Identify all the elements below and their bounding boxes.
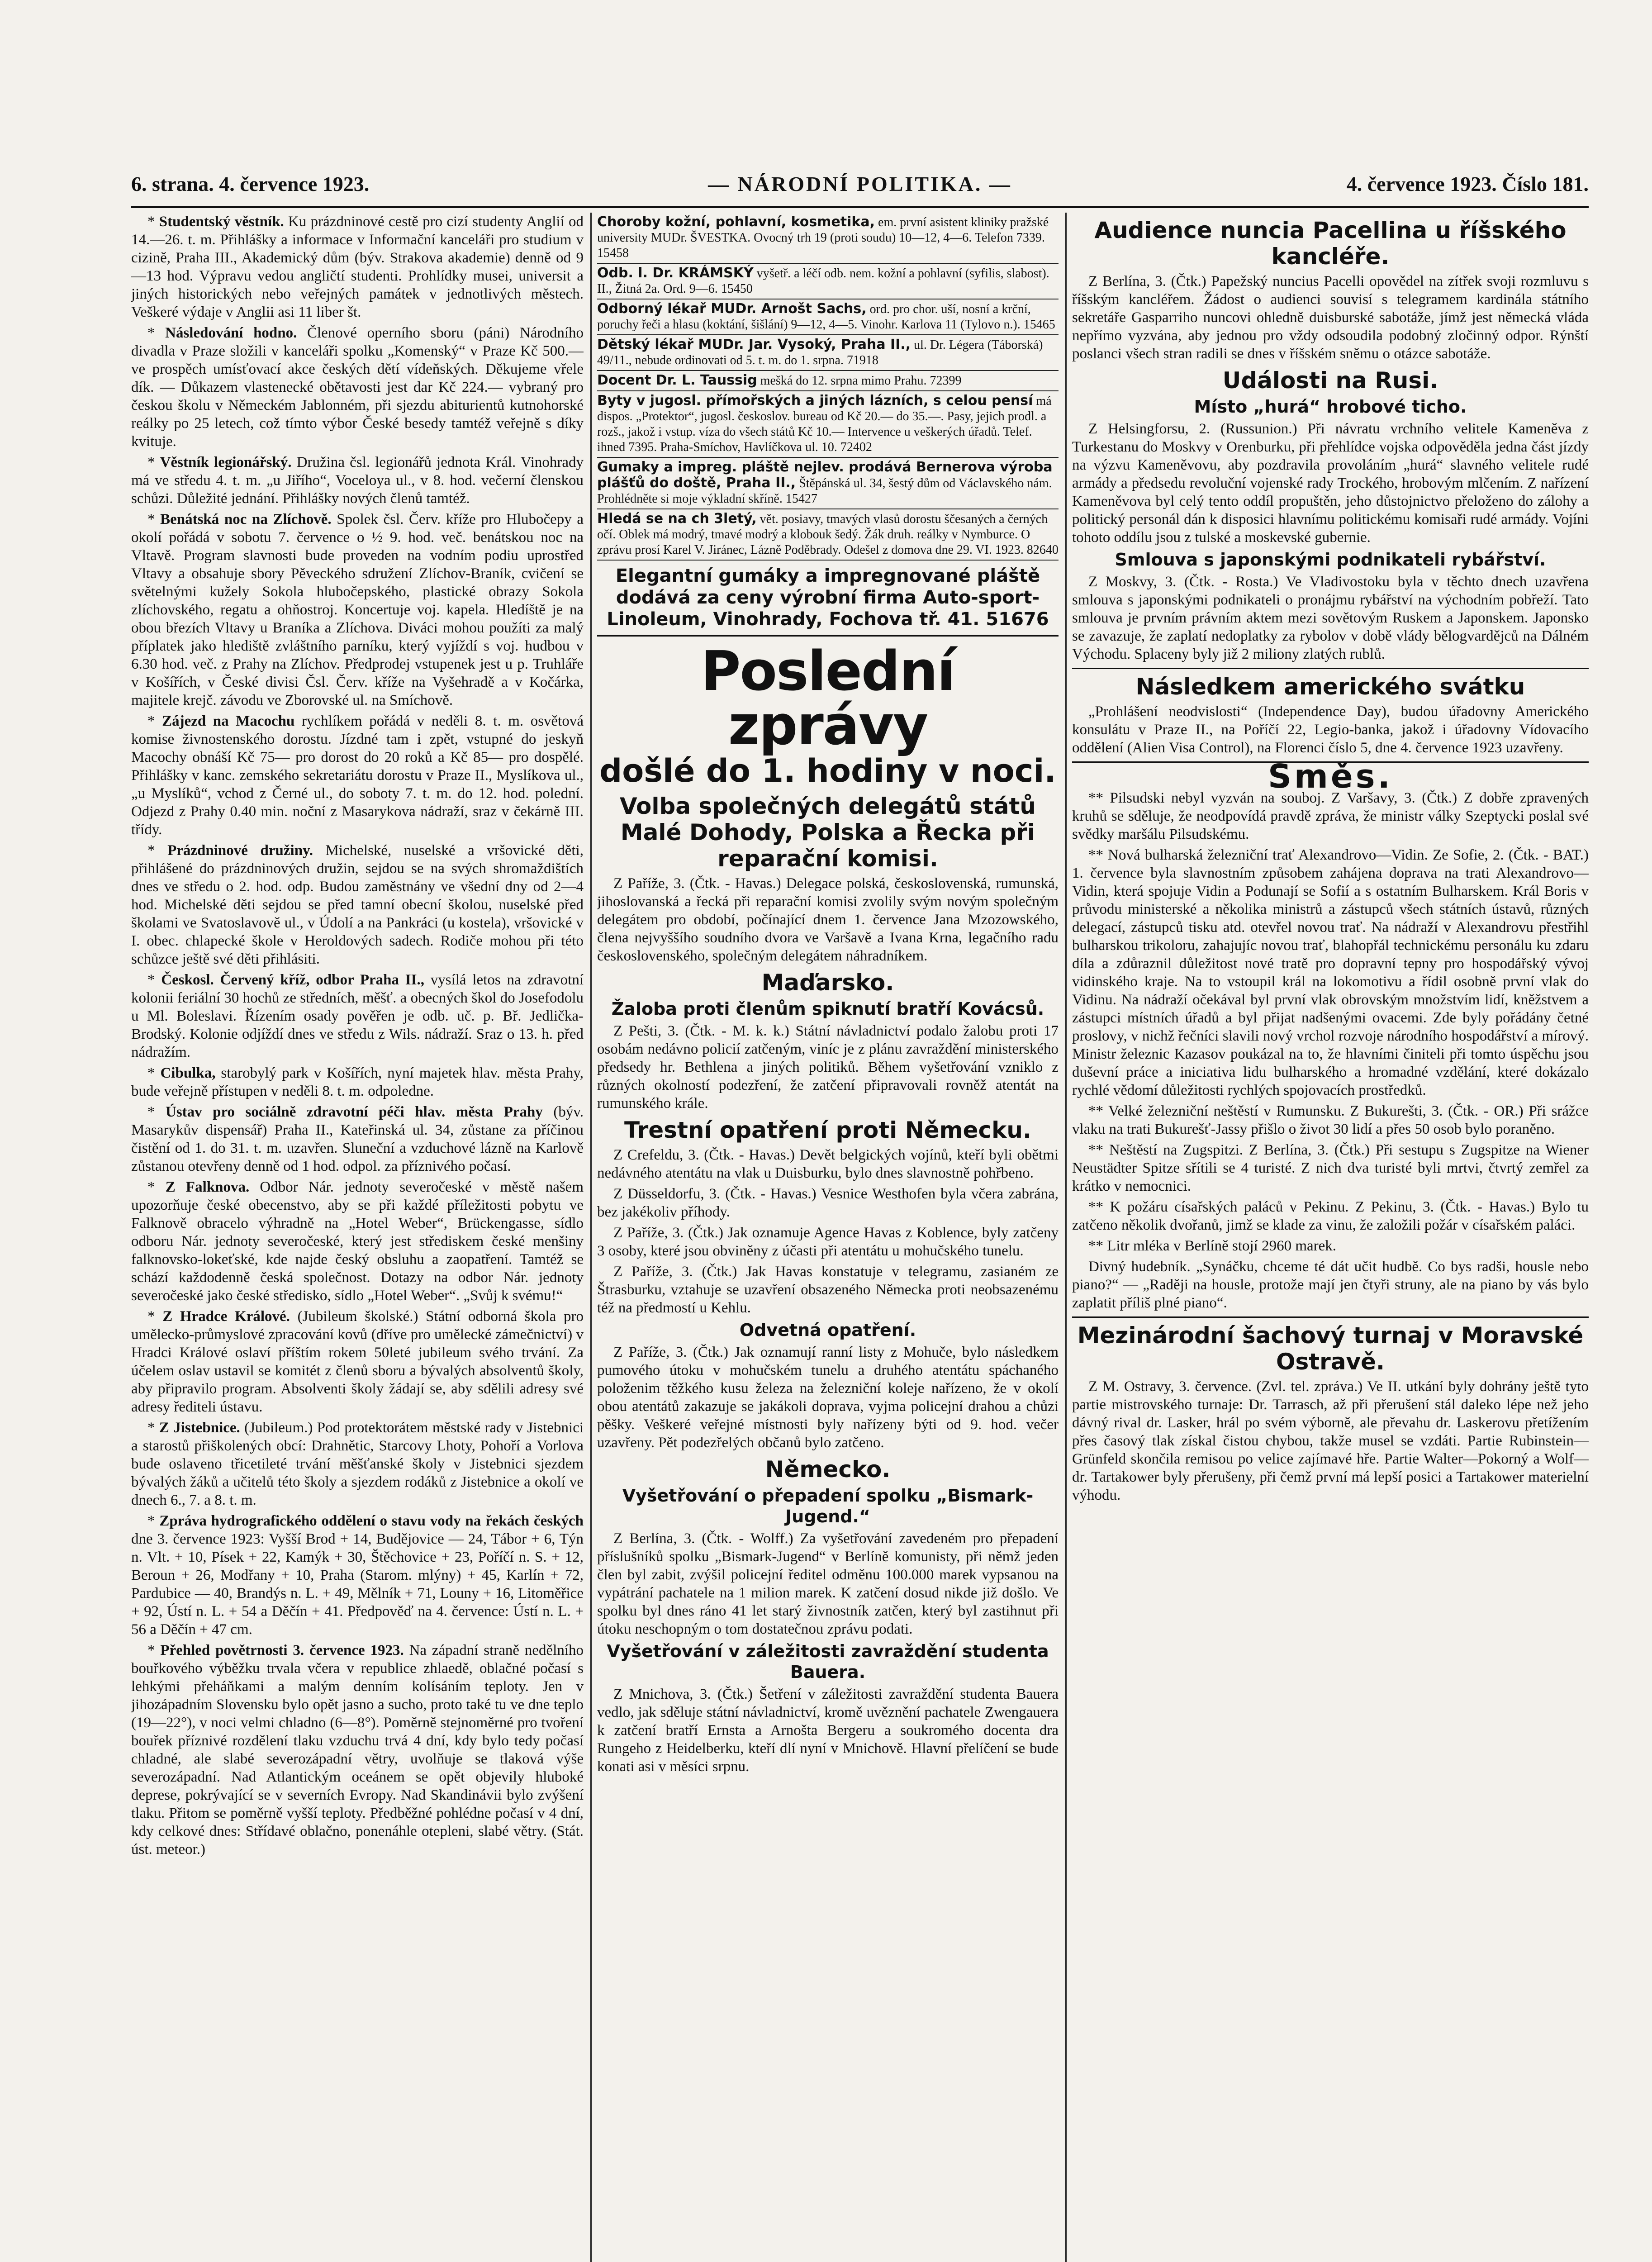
news-item-lead: Zájezd na Macochu <box>162 713 295 729</box>
news-item-lead: Následování hodno. <box>165 325 297 341</box>
ad-text: ul. Dr. Légera (Táborská) 49/11., nebude ordinovati od 5. t. m. do 1. srpna. 71918 <box>597 338 1043 367</box>
news-item: * Cibulka, starobylý park v Košířích, nyní majetek hlav. města Prahy, bude veřejně přístupen v neděli 8. t. m. odpoledne. <box>131 1065 584 1099</box>
classified-ad <box>597 213 1059 264</box>
article-heading: Vyšetřování v záležitosti zavraždění studenta Bauera. <box>607 1641 1049 1682</box>
news-item-text: dne 3. července 1923: Vyšší Brod + 14, Budějovice — 24, Tábor + 6, Týn n. Vlt. + 10, Písek + 22, Kamýk + 30, Štěchovice + 23, Poříčí n. S. + 12, Beroun + 26, Modřany + 10, Praha (Starom. mlýny) + 45, Karlín + 72, Pardubice — 40, Brandýs n. L. + 49, Mělník + 71, Louny + 16, Litoměřice + 92, Ústí n. L. + 54 a Děčín + 41. Předpověď na 4. července: Ústí n. L. + 56 a Děčín + 47 cm. <box>131 1531 584 1638</box>
article-heading: Mezinárodní šachový turnaj v Moravské Ostravě. <box>1077 1322 1584 1375</box>
news-item-lead: Českosl. Červený kříž, odbor Praha II., <box>161 972 424 988</box>
article-heading: Vyšetřování o přepadení spolku „Bismark-Jugend.“ <box>622 1486 1034 1526</box>
article-heading: Události na Rusi. <box>1222 367 1438 394</box>
news-item-text: Odbor Nár. jednoty severočeské v městě našem upozorňuje české obecenstvo, aby se při každé příležitosti pobytu ve Falknově obracelo výhradně na „Hotel Weber“, Brückengasse, sídlo odboru Nár. jednoty severočeské, který jest střediskem české menšiny falknovsko-lokeťské, kde najde český obsluhu a zaopatření. Tamtéž se schází každodenně česká společnost. Dotazy na odbor Nár. jednoty severočeské jako české středisko, sídlo „Hotel Weber“. „Svůj k svému!“ <box>131 1179 584 1304</box>
news-item: Divný hudebník. „Synáčku, chceme té dát učit hudbě. Co bys radši, housle nebo piano?“ — „Raději na housle, protože mají jen čtyři struny, ale na piano by vás bylo zaplatit příliš plné piano“. <box>1072 1259 1589 1311</box>
news-item: * Z Hradce Králové. (Jubileum školské.) Státní odborná škola pro umělecko-průmyslové zpracování kovů (dříve pro umělecké zámečnictví) v Hradci Králové oslaví příštím rokem 50leté jubileum svého trvání. Za účelem oslav ustavil se komitét z členů sboru a bývalých absolventů školy, aby připravilo program. Absolventi školy žádají se, aby sdělili adresy své adresy řediteli ústavu. <box>131 1308 584 1415</box>
column-divider <box>590 213 592 2262</box>
news-item-text: Ku prázdninové cestě pro cizí studenty Anglií od 14.—26. t. m. Přihlášky a informace v Informační kanceláři pro studium v cizině, Praha III., Akademický dům (býv. Strakova akademie) denně od 9—13 hod. Výpravu vedou angličtí studenti. Prohlídky musei, universit a jiných historických nebo veřejných památek v jednotlivých městech. Veškeré výdaje v Anglii asi 11 liber št. <box>131 214 584 320</box>
news-item-lead: Zpráva hydrografického oddělení o stavu vody na řekách českých <box>159 1513 584 1529</box>
column-1 <box>131 213 584 2262</box>
gumaky-advertisement: Elegantní gumáky a impregnované pláště dodává za ceny výrobní firma Auto-sport-Linoleum, Vinohrady, Fochova tř. 41. 51676 <box>597 561 1059 637</box>
classified-ad <box>597 371 1059 391</box>
article-text: Z Berlína, 3. (Čtk.) Papežský nuncius Pacelli opovědel na zítřek svoji rozmluvu s říšským kancléřem. Žádost o audienci souvisí s telegramem kardinála státního sekretáře Gasparriho nuncovi ohledně duisburské sabotáže, jímž jest německá vláda nepřímo vyzvána, aby jednou pro vždy odsoudila podobný zločinný odpor. Rýnští poslanci všech stran radili se dnes v říšském sněmu o otázce sabotáže. <box>1072 273 1589 362</box>
article-text: Z Paříže, 3. (Čtk.) Jak oznamuje Agence Havas z Koblence, byly zatčeny 3 osoby, které jsou obviněny z účasti při atentátu u mohučského tunelu. <box>597 1225 1059 1259</box>
classified-ad <box>597 335 1059 371</box>
news-item-lead: Benátská noc na Zlíchově. <box>160 511 332 527</box>
country-heading: Německo. <box>765 1456 891 1483</box>
classified-ads <box>597 213 1059 561</box>
news-item: ** Velké železniční neštěstí v Rumunsku. Z Bukurešti, 3. (Čtk. - OR.) Při srážce vlaku na trati Bukurešť-Jassy přišlo o život 30 lidí a přes 50 osob bylo poraněno. <box>1072 1103 1589 1137</box>
news-item: ** Neštěstí na Zugspitzi. Z Berlína, 3. (Čtk.) Při sestupu s Zugspitze na Wiener Neustädter Spitze sřítili se 4 turisté. Z nich dva turisté byli mrtvi, čtvrtý zemřel za krátko v nemocnici. <box>1072 1142 1589 1194</box>
header-rule <box>131 206 1589 208</box>
article-text: Z Helsingforsu, 2. (Russunion.) Při návratu vrchního velitele Kameněva z Turkestanu do Moskvy v Orenburku, při přehlídce vojska odpověděla jedna část jízdy na výzvu Kameněvovu, aby pozdravila provoláním „hurá“ slavného velitele rudé armády a předsedu revoluční vojenské rady Trockého, hrobovým mlčením. Z nařízení Kameněvova byl celý tento oddíl propuštěn, jeho důstojnictvo přeloženo do zálohy a politický personál dán k disposici hlavnímu politickému komisaři rudé armády. Vojíni tohoto oddílu jsou z tulské a moskevské gubernie. <box>1072 421 1589 546</box>
classified-ad <box>597 299 1059 335</box>
article-text: Z Paříže, 3. (Čtk.) Jak Havas konstatuje v telegramu, zasianém ze Štrasburku, vztahuje se uzavření obsazeného Německa proti neobsazenému též na předmostí u Kehlu. <box>597 1264 1059 1316</box>
column-3 <box>1072 213 1589 2262</box>
ad-text: vět. posiavy, tmavých vlasů dorostu ščesaných a černých očí. Oblek má modrý, tmavé modrý a klobouk šedý. Žák druh. reálky v Nymburce. O zprávu prosí Karel V. Jiránec, Lázně Poděbrady. Odešel z domova dne 29. VI. 1923. 82640 <box>597 512 1059 557</box>
ad-text: Štěpánská ul. 34, šestý dům od Václavského nám. Prohlédněte si moje výkladní skříně. 15427 <box>597 476 1052 506</box>
article-heading: Žaloba proti členům spiknutí bratří Kovácsů. <box>611 999 1044 1019</box>
ad-headline: Docent Dr. L. Taussig <box>597 372 757 388</box>
article-heading: Volba společných delegátů států Malé Dohody, Polska a Řecka při reparační komisi. <box>620 793 1036 872</box>
news-item-text: Michelské, nuselské a vršovické děti, přihlášené do prázdninových družin, sejdou se na svých shromaždištích dnes ve středu o 2. hod. odp. Budou zaměstnány ve všední dny od 2—4 hod. Michelské děti sejdou se před tamní obecní školou, nuselské před školami ve Svatoslavově ul., v Údolí a na Pankráci (u kostela), vršovické v I. obec. chlapecké škole v Heroldových sadech. Rodiče mohou při této schůzce ještě své děti přihlásiti. <box>131 842 584 967</box>
news-item: * Z Falknova. Odbor Nár. jednoty severočeské v městě našem upozorňuje české obecenstvo, aby se při každé příležitosti pobytu ve Falknově obracelo výhradně na „Hotel Weber“, Brückengasse, sídlo odboru Nár. jednoty severočeské, který jest střediskem české menšiny falknovsko-lokeťské, kde najde český obsluhu a zaopatření. Tamtéž se schází každodenně česká společnost. Dotazy na odbor Nár. jednoty severočeské jako české středisko, sídlo „Hotel Weber“. „Svůj k svému!“ <box>131 1179 584 1304</box>
news-item-lead: Cibulka, <box>160 1065 216 1081</box>
country-heading: Maďarsko. <box>761 969 894 996</box>
news-item: * Studentský věstník. Ku prázdninové cestě pro cizí studenty Anglií od 14.—26. t. m. Přihlášky a informace v Informační kanceláři pro studium v cizině, Praha III., Akademický dům (býv. Strakova akademie) denně od 9—13 hod. Výpravu vedou angličtí studenti. Prohlídky musei, universit a jiných historických nebo veřejných památek v jednotlivých městech. Veškeré výdaje v Anglii asi 11 liber št. <box>131 214 584 320</box>
news-item-text: (Jubileum.) Pod protektorátem městské rady v Jistebnici a starostů přiškolených obcí: Drahnětic, Starcovy Lhoty, Pohoří a Vorlova bude oslaveno třicetileté trvání měšťanské školy v Jistebnici sjezdem bývalých žáků a učitelů této školy a sjezdem rodáků z Jistebnice a okolí ve dnech 6., 7. a 8. t. m. <box>131 1420 584 1508</box>
news-item-text: (býv. Masarykův dispensář) Praha II., Kateřinská ul. 34, zůstane za příčinou čistění od 1. do 31. t. m. uzavřen. Sluneční a vzduchové lázně na Karlově zůstanou otevřeny denně od 1 hod. odpol. za příznivého počasí. <box>131 1104 584 1174</box>
article-heading: Následkem amerického svátku <box>1135 674 1525 700</box>
news-item-text: rychlíkem pořádá v neděli 8. t. m. osvětová komise živnostenského dorostu. Jízdné tam i zpět, vstupné do jeskyň Macochy obnáší Kč 75— pro dorost do 20 roků a Kč 85— pro dospělé. Přihlášky v kanc. zemského sekretariátu dorostu v Praze II., Myslíkova ul., „u Myslíků“, vchod z Černé ul., do soboty 7. t. m. do 12. hod. polední. Odjezd z Prahy 0.40 min. noční z Masarykova nádraží, sraz v čekárně III. třídy. <box>131 713 584 838</box>
column-2 <box>597 213 1059 2262</box>
article-text: Z Düsseldorfu, 3. (Čtk. - Havas.) Vesnice Westhofen byla včera zabrána, bez jakékoliv příhody. <box>597 1186 1059 1220</box>
smes-heading: Směs. <box>1268 757 1393 795</box>
classified-ad <box>597 264 1059 299</box>
page-header <box>131 172 1589 204</box>
news-item: * Ústav pro sociálně zdravotní péči hlav. města Prahy (býv. Masarykův dispensář) Praha II., Kateřinská ul. 34, zůstane za příčinou čistění od 1. do 31. t. m. uzavřen. Sluneční a vzduchové lázně na Karlově zůstanou otevřeny denně od 1 hod. odpol. za příznivého počasí. <box>131 1104 584 1174</box>
article-text: Z M. Ostravy, 3. července. (Zvl. tel. zpráva.) Ve II. utkání byly dohrány ještě tyto partie mistrovského turnaje: Dr. Tarrasch, až při přerušení stál daleko lépe než jeho dávný rival dr. Lasker, hrál po svém výborně, ale převahu dr. Laskerovu přetížením přes časový tlak získal čistou chybou, takže musel se vzdáti. Partie Rubinstein—Grünfeld skončila remisou po velice zajímavé hře. Partie Walter—Pokorný a Wolf—dr. Tartakower byly přerušeny, při čemž první má lepší posici a Tartakower materielní výhodu. <box>1072 1378 1589 1503</box>
article-subheading: Místo „hurá“ hrobové ticho. <box>1194 397 1467 417</box>
news-item-text: (Jubileum školské.) Státní odborná škola pro umělecko-průmyslové zpracování kovů (dříve pro umělecké zámečnictví) v Hradci Králové oslaví příštím rokem 50leté jubileum svého trvání. Za účelem oslav ustavil se komitét z členů sboru a bývalých absolventů školy, aby připravilo program. Absolventi školy žádají se, aby sdělili adresy své adresy řediteli ústavu. <box>131 1308 584 1415</box>
column-divider <box>1065 213 1067 2262</box>
ad-text: vyšetř. a léčí odb. nem. kožní a pohlavní (syfilis, slabost). II., Žitná 2a. Ord. 9—6. 15450 <box>597 266 1049 296</box>
news-item: * Zpráva hydrografického oddělení o stavu vody na řekách českých dne 3. července 1923: Vyšší Brod + 14, Budějovice — 24, Tábor + 6, Týn n. Vlt. + 10, Písek + 22, Kamýk + 30, Štěchovice + 23, Poříčí n. S. + 12, Beroun + 26, Modřany + 10, Praha (Starom. mlýny) + 45, Karlín + 72, Pardubice — 40, Brandýs n. L. + 49, Mělník + 71, Louny + 16, Litoměřice + 92, Ústí n. L. + 54 a Děčín + 41. Předpověď na 4. července: Ústí n. L. + 56 a Děčín + 47 cm. <box>131 1513 584 1638</box>
divider <box>1072 668 1589 669</box>
article-text: Z Paříže, 3. (Čtk. - Havas.) Delegace polská, československá, rumunská, jihoslovanská a řecká při reparační komisi zvolily svým novým společným delegátem pro období, počínající dnem 1. července Jana Mzozowského, člena nejvyššího soudního dvora ve Varšavě a Ivana Krna, legačního radu československého, společným delegátem náhradníkem. <box>597 875 1059 964</box>
news-item-lead: Přehled povětrnosti 3. července 1923. <box>160 1642 404 1658</box>
header-right: 4. července 1923. Číslo 181. <box>1346 172 1589 195</box>
news-item: ** Nová bulharská železniční trať Alexandrovo—Vidin. Ze Sofie, 2. (Čtk. - BAT.) 1. července byla slavnostním způsobem zahájena doprava na trati Alexandrovo—Vidin, která spojuje Vidin a Podunají se Sofií a s ostatním Bulharskem. Král Boris v průvodu ministerské a několika ministrů a zástupců všech státních ústavů, různých delegací, zástupců tisku atd. otevřel novou trať. Na nádraží v Alexandrovu přestřihl bulharskou trikoloru, zahajujíc novou trať, blahopřál technickému personálu ku zdaru díla a zdůraznil důležitost nové tratě pro dopravní tepny pro hospodářský vývoj vidinského kraje. Na to vstoupil král na lokomotivu a řídil osobně první vlak do Vidinu. Na nádraží očekával byl první vlak obrovským množstvím lidí, kněžstvem a zástupci místních úřadů a byl přijat nadšenými ovacemi. Zde byly pořádány četné proslovy, v nichž řečníci slavili nový vrchol rozvoje národního hospodářství a mírový. Ministr železnic Kazasov poukázal na to, že hlavními činiteli při tomto úspěchu jsou duševní práce a iniciativa lidu bulharského a hromadné vzdělání, které dokázalo rychlé vědomí důležitosti rychlých spojovacích prostředků. <box>1072 847 1589 1098</box>
masthead: — NÁRODNÍ POLITIKA. — <box>708 172 1012 195</box>
news-item-text: Na západní straně nedělního bouřkového výběžku trvala včera v republice zhlaedě, oblačné počasí s lehkými přeháňkami a malým denním kolísáním teploty. Jen v jihozápadním Slovensku bylo opět jasno a sucho, proto také tu ve dne teplo (19—22°), v noci velmi chladno (6—8°). Poměrně stejnoměrné pro tvoření bouřek příznivé rozdělení tlaku vzduchu trvá 4 dní, kdy bylo tedy počasí chladné, ale slabé severozápadní větry, uvolňuje se tlaková výše severozápadní. Nad Atlantickým oceánem se opět objevily hluboké deprese, pokrývající se v severních Evropy. Nad Skandinávii bylo zvýšení tlaku. Přitom se poměrně vyšší teploty. Předběžné pohlédne počasí v 4 dní, kdy celkové dnes: Střídavé oblačno, ponenáhle otepleni, slabé větry. (Stát. úst. meteor.) <box>131 1642 584 1858</box>
news-item: * Benátská noc na Zlíchově. Spolek čsl. Červ. kříže pro Hlubočepy a okolí pořádá v sobotu 7. července o ½ 9. hod. več. benátskou noc na Vltavě. Program slavnosti bude proveden na vodním podiu uprostřed Vltavy a obsahuje sbory Pěveckého sdružení Zlíchov-Braník, cvičení se světelnými kužely Sokola hlubočepského, plastické obrazy Sokola zlíchovského, regatu a ohňostroj. Koncertuje voj. kapela. Hledíště je na obou březích Vltavy u Braníka a Zlíchova. Diváci mohou použíti za malý příplatek jako hlediště zvláštního parníku, který vyjíždí s voj. hudbou v 6.30 hod. več. z Prahy na Zlíchov. Předprodej vstupenek jest u p. Truhláře v Košířích, v České divisi Čsl. Červ. kříže na Vyšehradě a v Kočárka, majitele krejč. závodu ve Zborovské ul. na Smíchově. <box>131 511 584 708</box>
news-item: * Z Jistebnice. (Jubileum.) Pod protektorátem městské rady v Jistebnici a starostů přiškolených obcí: Drahnětic, Starcovy Lhoty, Pohoří a Vorlova bude oslaveno třicetileté trvání měšťanské školy v Jistebnici sjezdem bývalých žáků a učitelů této školy a sjezdem rodáků z Jistebnice a okolí ve dnech 6., 7. a 8. t. m. <box>131 1420 584 1508</box>
section-subtitle: došlé do 1. hodiny v noci. <box>599 752 1056 789</box>
classified-ad <box>597 391 1059 458</box>
news-item-lead: Z Falknova. <box>165 1179 250 1195</box>
ad-headline: Dětský lékař MUDr. Jar. Vysoký, Praha II., <box>597 337 911 352</box>
article-text: Z Paříže, 3. (Čtk.) Jak oznamují ranní listy z Mohuče, bylo následkem pumového útoku v mohučském tunelu a druhého atentátu spáchaného položenim těžkého kusu železa na železniční koleje nařízeno, že v okolí obou atentátů zakazuje se jakákoli doprava, vyjma policejní drahou a chůzi pěšky. Veškeré veřejné místnosti byly nařízeny býti od 9. hod. večer uzavřeny. Pět podezřelých občanů bylo zatčeno. <box>597 1344 1059 1451</box>
news-item-text: starobylý park v Košířích, nyní majetek hlav. města Prahy, bude veřejně přístupen v neděli 8. t. m. odpoledne. <box>131 1065 584 1099</box>
article-heading: Trestní opatření proti Německu. <box>624 1117 1031 1143</box>
news-item-lead: Věstník legionářský. <box>160 454 292 470</box>
article-text: Z Moskvy, 3. (Čtk. - Rosta.) Ve Vladivostoku byla v těchto dnech uzavřena smlouva s japonskými podnikateli o pronájmu rybářství na východním pobřeží. Tato smlouva je prvním právním aktem mezi sovětovým Ruskem a Japonskem. Japonsko se zavazuje, že zaplatí nedoplatky za rybolov v době vlády bělogvardějců na Dálném Východu. Splaceny byly již 2 miliony zlatých rublů. <box>1072 574 1589 662</box>
news-item-text: Družina čsl. legionářů jednota Král. Vinohrady má ve středu 4. t. m. „u Jiřího“, Voceloya ul., v 8. hod. večerní členskou schůzi. Důležité jednání. Přihlášky nových členů tamtéž. <box>131 454 584 507</box>
article-text: Z Mnichova, 3. (Čtk.) Šetření v záležitosti zavraždění studenta Bauera vedlo, jak sděluje státní návladnictví, kromě uvěznění pachatele Zwengauera k zatčení bratří Ernsta a Arnošta Bergeru a soukromého docenta dra Rungeho z Heidelberku, kteří dlí nyní v Mnichově. Hlavní přelíčení se bude konati asi v měsíci srpnu. <box>597 1686 1059 1775</box>
article-heading: Smlouva s japonskými podnikateli rybářství. <box>1115 550 1546 570</box>
article-text: Z Pešti, 3. (Čtk. - M. k. k.) Státní návladnictví podalo žalobu proti 17 osobám nedávno policií zatčeným, viníc je z plánu zavraždění ministerského předsedy hr. Bethlena a jiných politiků. Během vyšetřování vzniklo z různých okolností podezření, že zatčení připravovali rovněž atentát na rumunského krále. <box>597 1023 1059 1112</box>
section-title: Poslední zprávy <box>701 640 955 757</box>
news-item-lead: Prázdninové družiny. <box>167 842 313 859</box>
news-item: ** Litr mléka v Berlíně stojí 2960 marek. <box>1088 1238 1337 1254</box>
news-item: * Věstník legionářský. Družina čsl. legionářů jednota Král. Vinohrady má ve středu 4. t. m. „u Jiřího“, Voceloya ul., v 8. hod. večerní členskou schůzi. Důležité jednání. Přihlášky nových členů tamtéž. <box>131 454 584 507</box>
ad-headline: Choroby kožní, pohlavní, kosmetika, <box>597 214 875 230</box>
ad-headline: Odb. l. Dr. KRÁMSKÝ <box>597 265 754 281</box>
ad-headline: Byty v jugosl. přímořských a jiných lázních, s celou pensí <box>597 393 1033 409</box>
article-heading: Audience nuncia Pacellina u říšského kancléře. <box>1094 217 1567 270</box>
article-text: Z Berlína, 3. (Čtk. - Wolff.) Za vyšetřování zavedeném pro přepadení příslušníků spolku „Bismark-Jugend“ v Berlíně komunisty, při němž jeden člen byl zabit, zvýšil policejní ředitel odměnu 100.000 marek vypsanou na vypátrání pachatele na 1 milion marek. K zatčení dosud nikde již došlo. Ve spolku byl dnes ráno 41 let starý živnostník zatčen, který byl zastihnut při útoku neschopným o tom dostatečnou zprávu podati. <box>597 1530 1059 1637</box>
news-item-lead: Z Jistebnice. <box>159 1420 240 1436</box>
news-item: ** K požáru císařských paláců v Pekinu. Z Pekinu, 3. (Čtk. - Havas.) Bylo tu zatčeno několik dvořanů, jimž se klade za vinu, že založili požár v císařském paláci. <box>1072 1199 1589 1233</box>
news-item: * Českosl. Červený kříž, odbor Praha II., vysílá letos na zdravotní kolonii feriální 30 hochů ze středních, měšť. a obecných škol do Josefodolu u Ml. Boleslavi. Řízením osady pověřen je odb. uč. p. Bř. Jedlička-Brodský. Kolonie odjíždí dnes ve středu z Wils. nádraží. Sraz o 13. h. před nádražím. <box>131 972 584 1060</box>
news-item: * Následování hodno. Členové operního sboru (páni) Národního divadla v Praze složili v kanceláři spolku „Komenský“ v Praze Kč 500.— ve prospěch umísťovací akce českých dětí vídeňských. Děkujeme vřele dík. — Důkazem vlastenecké obětavosti jest dar Kč 224.— vybraný pro českou školu v Německém Jablonném, při sjezdu abiturientů kutnohorské reálky po 25 letech, což tímto výbor České besedy tamtéž veřejně s díky kvituje. <box>131 325 584 450</box>
ad-text: ord. pro chor. uší, nosní a krční, poruchy řeči a hlasu (koktání, šišlání) 9—12, 4—5. Vinohr. Karlova 11 (Tylovo n.). 15465 <box>597 302 1055 332</box>
classified-ad <box>597 458 1059 509</box>
news-item-text: Spolek čsl. Červ. kříže pro Hlubočepy a okolí pořádá v sobotu 7. července o ½ 9. hod. več. benátskou noc na Vltavě. Program slavnosti bude proveden na vodním podiu uprostřed Vltavy a obsahuje sbory Pěveckého sdružení Zlíchov-Braník, cvičení se světelnými kužely Sokola hlubočepského, plastické obrazy Sokola zlíchovského, regatu a ohňostroj. Koncertuje voj. kapela. Hledíště je na obou březích Vltavy u Braníka a Zlíchova. Diváci mohou použíti za malý příplatek jako hlediště zvláštního parníku, který vyjíždí s voj. hudbou v 6.30 hod. več. z Prahy na Zlíchov. Předprodej vstupenek jest u p. Truhláře v Košířích, v České divisi Čsl. Červ. kříže na Vyšehradě a v Kočárka, majitele krejč. závodu ve Zborovské ul. na Smíchově. <box>131 511 584 708</box>
ad-text: em. první asistent kliniky pražské university MUDr. ŠVESTKA. Ovocný trh 19 (proti soudu) 10—12, 4—6. Telefon 7339. 15458 <box>597 215 1049 260</box>
news-item: * Prázdninové družiny. Michelské, nuselské a vršovické děti, přihlášené do prázdninových družin, sejdou se na svých shromaždištích dnes ve středu o 2. hod. odp. Budou zaměstnány ve všední dny od 2—4 hod. Michelské děti sejdou se před tamní obecní školou, nuselské před školami ve Svatoslavově ul., v Údolí a na Pankráci (u kostela), vršovické v I. obec. chlapecké škole v Heroldových sadech. Rodiče mohou při této schůzce ještě své děti přihlásiti. <box>131 842 584 967</box>
news-item: * Zájezd na Macochu rychlíkem pořádá v neděli 8. t. m. osvětová komise živnostenského dorostu. Jízdné tam i zpět, vstupné do jeskyň Macochy obnáší Kč 75— pro dorost do 20 roků a Kč 85— pro dospělé. Přihlášky v kanc. zemského sekretariátu dorostu v Praze II., Myslíkova ul., „u Myslíků“, vchod z Černé ul., do soboty 7. t. m. do 12. hod. polední. Odjezd z Prahy 0.40 min. noční z Masarykova nádraží, sraz v čekárně III. třídy. <box>131 713 584 838</box>
news-item-text: Členové operního sboru (páni) Národního divadla v Praze složili v kanceláři spolku „Komenský“ v Praze Kč 500.— ve prospěch umísťovací akce českých dětí vídeňských. Děkujeme vřele dík. — Důkazem vlastenecké obětavosti jest dar Kč 224.— vybraný pro českou školu v Německém Jablonném, při sjezdu abiturientů kutnohorské reálky po 25 letech, což tímto výbor České besedy tamtéž veřejně s díky kvituje. <box>131 325 584 450</box>
news-item: * Přehled povětrnosti 3. července 1923. Na západní straně nedělního bouřkového výběžku trvala včera v republice zhlaedě, oblačné počasí s lehkými přeháňkami a malým denním kolísáním teploty. Jen v jihozápadním Slovensku bylo opět jasno a sucho, proto také tu ve dne teplo (19—22°), v noci velmi chladno (6—8°). Poměrně stejnoměrné pro tvoření bouřek příznivé rozdělení tlaku vzduchu trvá 4 dní, kdy bylo tedy počasí chladné, ale slabé severozápadní větry, uvolňuje se tlaková výše severozápadní. Nad Atlantickým oceánem se opět objevily hluboké deprese, pokrývající se v severních Evropy. Nad Skandinávii bylo zvýšení tlaku. Přitom se poměrně vyšší teploty. Předběžné pohlédne počasí v 4 dní, kdy celkové dnes: Střídavé oblačno, ponenáhle otepleni, slabé větry. (Stát. úst. meteor.) <box>131 1642 584 1858</box>
article-text: „Prohlášení neodvislosti“ (Independence Day), budou úřadovny Amerického konsulátu v Praze II., na Poříčí 22, Legio-banka, jakož i úřadovny Vídovacího oddělení (Alien Visa Control), na Florenci číslo 5, dne 4. července 1923 uzavřeny. <box>1072 703 1589 756</box>
news-item-lead: Ústav pro sociálně zdravotní péči hlav. města Prahy <box>166 1104 543 1120</box>
divider <box>1072 1316 1589 1318</box>
ad-text: má dispos. „Protektor“, jugosl. českoslov. bureau od Kč 20.— do 35.—. Pasy, jejich prodl. a rozš., jakož i vstup. víza do všech států Kč 10.— Intervence u veškerých úřadů. Telef. ihned 7395. Praha-Smíchov, Havlíčkova ul. 10. 72402 <box>597 394 1052 454</box>
news-item-text: vysílá letos na zdravotní kolonii feriální 30 hochů ze středních, měšť. a obecných škol do Josefodolu u Ml. Boleslavi. Řízením osady pověřen je odb. uč. p. Bř. Jedlička-Brodský. Kolonie odjíždí dnes ve středu z Wils. nádraží. Sraz o 13. h. před nádražím. <box>131 972 584 1060</box>
ad-headline: Hledá se na ch 3letý, <box>597 511 757 527</box>
classified-ad <box>597 509 1059 561</box>
news-item: ** Pilsudski nebyl vyzván na souboj. Z Varšavy, 3. (Čtk.) Z dobře zpravených kruhů se sděluje, že neodpovídá pravdě zpráva, že ministr války Szeptycki poslal své svědky maršálu Pilsudskému. <box>1072 790 1589 842</box>
news-item-lead: Z Hradce Králové. <box>162 1308 290 1325</box>
ad-headline: Odborný lékař MUDr. Arnošt Sachs, <box>597 301 867 317</box>
header-left: 6. strana. 4. července 1923. <box>131 172 370 195</box>
ad-text: mešká do 12. srpna mimo Prahu. 72399 <box>760 374 962 388</box>
news-item-lead: Studentský věstník. <box>159 214 284 230</box>
article-text: Z Crefeldu, 3. (Čtk. - Havas.) Devět belgických vojínů, kteří byli obětmi nedávného atentátu na vlak u Duisburku, bylo dnes slavnostně pohřbeno. <box>597 1147 1059 1181</box>
article-heading: Odvetná opatření. <box>739 1320 916 1340</box>
ad-headline: Gumaky a impreg. pláště nejlev. prodává Bernerova výroba plášťů do doště, Praha II., <box>597 459 1053 491</box>
